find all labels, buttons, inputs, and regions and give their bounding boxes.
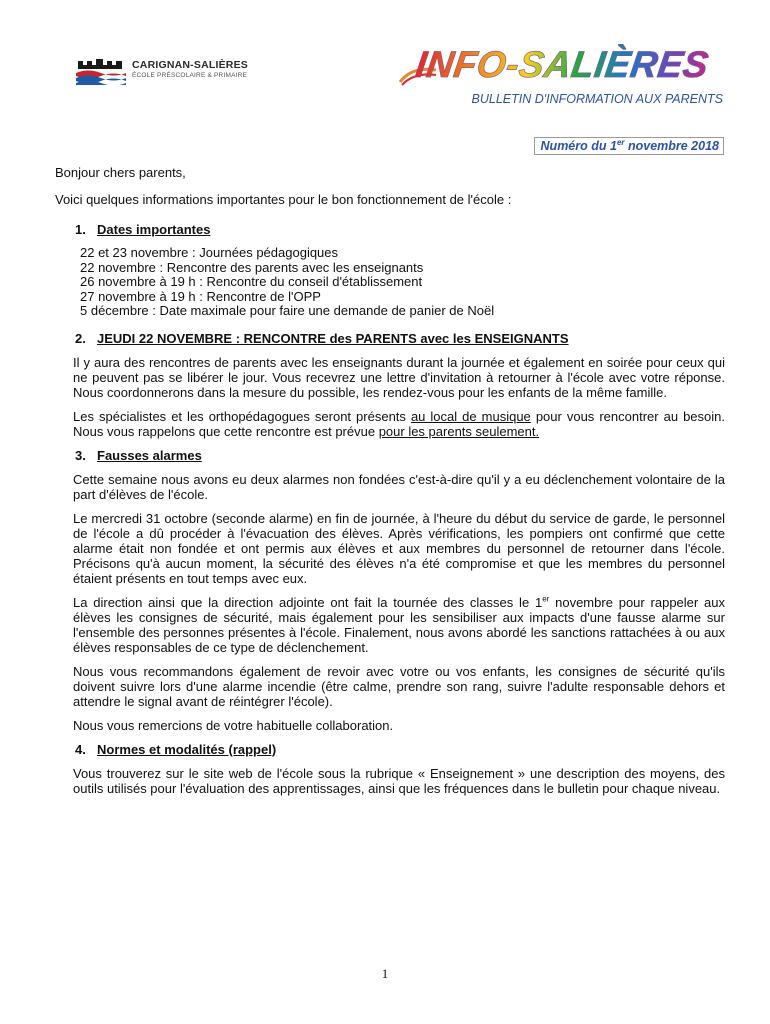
school-subtitle: ÉCOLE PRÉSCOLAIRE & PRIMAIRE	[132, 72, 248, 79]
issue-date-suffix: novembre 2018	[624, 139, 719, 153]
section-title: Fausses alarmes	[97, 447, 202, 463]
section-number: 2.	[75, 330, 86, 346]
paragraph	[73, 409, 725, 439]
date-item: 27 novembre à 19 h : Rencontre de l'OPP	[80, 288, 321, 304]
text-run: La direction ainsi que la direction adjointe ont fait la tournée des classes le 1	[73, 594, 543, 610]
intro-text: Voici quelques informations importantes pour le bon fonctionnement de l'école :	[55, 192, 512, 207]
superscript: er	[542, 594, 550, 604]
section-heading-meeting	[75, 331, 725, 346]
paragraph: Cette semaine nous avons eu deux alarmes non fondées c'est-à-dire qu'il y a eu déclenchement volontaire de la part d'élèves de l'école.	[73, 471, 725, 502]
date-item: 22 et 23 novembre : Journées pédagogiques	[80, 245, 339, 260]
underlined-text: pour les parents seulement.	[378, 423, 540, 439]
page-number: 1	[381, 966, 389, 981]
section-heading-alarms	[75, 448, 725, 463]
text-run: Les spécialistes et les orthopédagogues seront présents	[73, 408, 411, 424]
text-run: pour vous rencontrer au besoin. Nous vous rappelons que cette rencontre est prévue	[73, 408, 725, 439]
date-item: 22 novembre : Rencontre des parents avec les enseignants	[80, 259, 424, 275]
section-heading-norms	[75, 742, 725, 757]
paragraph: Nous vous remercions de votre habituelle collaboration.	[73, 717, 394, 733]
text-run: novembre pour rappeler aux élèves les consignes de sécurité, mais également pour les sensibiliser aux impacts d'une fausse alarme sur l'ensemble des personnes présentes à l'école. Finalement, nous avons abordé les sanctions rattachées à ou aux élèves responsables de ce type de déclenchement.	[73, 594, 725, 655]
date-item: 26 novembre à 19 h : Rencontre du conseil d'établissement	[80, 274, 423, 289]
bulletin-label: BULLETIN D'INFORMATION AUX PARENTS	[471, 92, 723, 106]
school-logo	[76, 55, 256, 89]
castle-wave-icon	[76, 57, 126, 85]
section-title: JEUDI 22 NOVEMBRE : RENCONTRE des PARENTS avec les ENSEIGNANTS	[97, 330, 569, 346]
section-title: Normes et modalités (rappel)	[97, 741, 277, 757]
school-name: CARIGNAN-SALIÈRES	[132, 59, 248, 71]
newsletter-title-text: INFO-SALIÈRES	[413, 44, 712, 85]
important-dates-list	[80, 246, 725, 319]
issue-date-sup: er	[616, 137, 625, 147]
section-title: Dates importantes	[97, 222, 211, 237]
underlined-text: au local de musique	[410, 408, 531, 424]
section-norms	[73, 766, 725, 796]
paragraph: Il y aura des rencontres de parents avec les enseignants durant la journée et également en soirée pour ceux qui ne peuvent pas se libérer le jour. Vous recevrez une lettre d'invitation à retourner à l'école avec votre réponse. Nous coordonnerons dans la mesure du possible, les rendez-vous pour les enfants de la même famille.	[73, 354, 725, 400]
newsletter-body	[55, 165, 725, 805]
section-number: 3.	[75, 447, 86, 463]
date-item: 5 décembre : Date maximale pour faire une demande de panier de Noël	[80, 303, 495, 318]
section-heading-dates	[75, 222, 725, 237]
paragraph: Nous vous recommandons également de revoir avec votre ou vos enfants, les consignes de sécurité qu'ils doivent suivre lors d'une alarme incendie (être calme, prendre son rang, suivre l'adulte responsable dehors et attendre le signal avant de réintégrer l'école).	[73, 663, 725, 709]
paragraph: Le mercredi 31 octobre (seconde alarme) en fin de journée, à l'heure du début du service de garde, le personnel de l'école a dû procéder à l'évacuation des élèves. Après vérifications, les pompiers ont confirmé que cette alarme était non fondée et ont permis aux élèves et aux membres du personnel de retourner dans l'école. Précisons qu'à aucun moment, la sécurité des élèves n'a été compromise et que les membres du personnel étaient présents en tout temps avec eux.	[73, 510, 725, 586]
issue-date-prefix: Numéro du 1	[540, 139, 617, 153]
greeting: Bonjour chers parents,	[55, 165, 186, 180]
newsletter-title	[413, 44, 716, 88]
section-meeting	[73, 355, 725, 439]
section-alarms	[73, 472, 725, 733]
section-number: 4.	[75, 741, 86, 757]
issue-date	[534, 137, 724, 155]
section-number: 1.	[75, 222, 86, 237]
paragraph: Vous trouverez sur le site web de l'école sous la rubrique « Enseignement » une description des moyens, des outils utilisés pour l'évaluation des apprentissages, ainsi que les fréquences dans le bulletin pour chaque niveau.	[73, 765, 725, 796]
paragraph	[73, 595, 725, 655]
